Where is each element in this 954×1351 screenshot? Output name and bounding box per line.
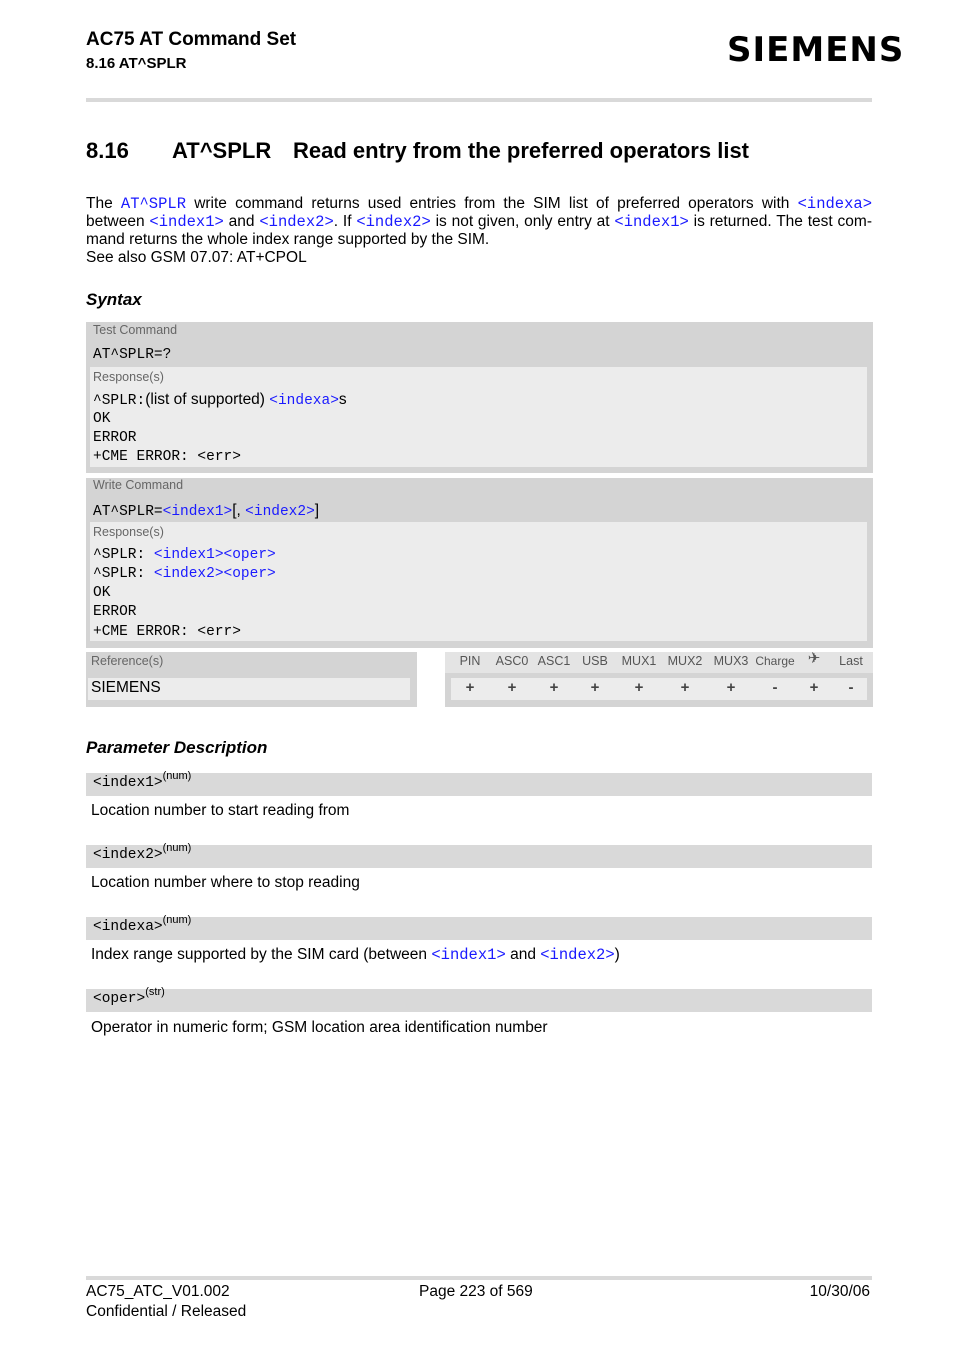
test-response-ok: OK — [93, 411, 111, 427]
val-charge: - — [772, 679, 778, 696]
indexa-link[interactable]: <indexa> — [269, 393, 339, 409]
header-divider — [86, 98, 872, 102]
write-response-error: ERROR — [93, 604, 137, 620]
write-command-label: Write Command — [93, 478, 184, 492]
val-mux3: + — [726, 679, 736, 696]
param-indexa-bar — [86, 914, 872, 940]
val-pin: + — [465, 679, 475, 696]
test-response-cme: +CME ERROR: <err> — [93, 449, 241, 465]
write-response-ok: OK — [93, 585, 111, 601]
index1-link[interactable]: <index1> — [162, 504, 233, 520]
indexa-link[interactable]: <indexa> — [797, 195, 873, 213]
footer-page: Page 223 of 569 — [419, 1283, 533, 1300]
index1-link[interactable]: <index1> — [431, 946, 506, 964]
reference-label: Reference(s) — [91, 654, 164, 668]
index1-oper-link[interactable]: <index1><oper> — [153, 547, 276, 563]
val-mux1: + — [634, 679, 644, 696]
col-last: Last — [839, 654, 863, 668]
val-last: - — [848, 679, 854, 696]
val-usb: + — [590, 679, 600, 696]
param-index2-bar — [86, 842, 872, 868]
index2-link[interactable]: <index2> — [245, 504, 315, 520]
test-command: AT^SPLR=? — [93, 347, 172, 363]
param-index1-name: <index1>$^{(num)}$ — [93, 770, 192, 791]
test-command-label: Test Command — [93, 323, 178, 337]
section-reference: 8.16 AT^SPLR — [86, 55, 187, 72]
val-airplane: + — [809, 679, 819, 696]
index2-link[interactable]: <index2> — [356, 213, 431, 231]
footer-status: Confidential / Released — [86, 1303, 247, 1320]
index2-link[interactable]: <index2> — [259, 213, 334, 231]
section-title: Read entry from the preferred operators list — [293, 138, 750, 163]
intro-line-3: mand returns the whole index range supported by the SIM. — [86, 231, 490, 248]
footer-doc-id: AC75_ATC_V01.002 — [86, 1283, 230, 1300]
val-mux2: + — [680, 679, 690, 696]
col-mux3: MUX3 — [713, 654, 749, 668]
val-asc0: + — [507, 679, 517, 696]
section-number: 8.16 — [86, 138, 129, 163]
param-oper-bar — [86, 986, 872, 1012]
write-response-line-2: ^SPLR: <index2><oper> — [93, 566, 276, 582]
param-indexa-name: <indexa>$^{(num)}$ — [93, 914, 192, 935]
index2-oper-link[interactable]: <index2><oper> — [153, 566, 276, 582]
write-response-cme: +CME ERROR: <err> — [93, 624, 241, 640]
test-response-error: ERROR — [93, 430, 137, 446]
col-mux2: MUX2 — [667, 654, 703, 668]
intro-line-1: The AT^SPLR write command returns used entries from the SIM list of preferred operators with <indexa> — [86, 195, 873, 213]
reference-value: SIEMENS — [91, 679, 161, 696]
param-index1-bar — [86, 770, 872, 796]
footer-divider — [86, 1276, 872, 1280]
col-asc1: ASC1 — [537, 654, 571, 668]
col-mux1: MUX1 — [621, 654, 657, 668]
command-link[interactable]: AT^SPLR — [120, 195, 187, 213]
index2-link[interactable]: <index2> — [540, 946, 615, 964]
index1-link[interactable]: <index1> — [614, 213, 689, 231]
test-response-splr: ^SPLR:(list of supported) <indexa>s — [93, 391, 347, 409]
siemens-logo: SIEMENS — [727, 30, 905, 70]
write-response-label: Response(s) — [93, 525, 164, 539]
col-asc0: ASC0 — [495, 654, 529, 668]
param-indexa-desc: Index range supported by the SIM card (between <index1> and <index2>) — [91, 946, 620, 964]
intro-line-2: between <index1> and <index2>. If <index2> is not given, only entry at <index1> is returned. The test com- — [86, 213, 872, 231]
write-response-line-1: ^SPLR: <index1><oper> — [93, 547, 276, 563]
intro-line-4: See also GSM 07.07: AT+CPOL — [86, 249, 307, 266]
footer-date: 10/30/06 — [809, 1283, 870, 1300]
param-oper-desc: Operator in numeric form; GSM location area identification number — [91, 1019, 548, 1036]
section-command: AT^SPLR — [172, 138, 272, 163]
param-index2-desc: Location number where to stop reading — [91, 874, 360, 891]
param-index2-name: <index2>$^{(num)}$ — [93, 842, 192, 863]
param-index1-desc: Location number to start reading from — [91, 802, 350, 819]
col-usb: USB — [582, 654, 608, 668]
index1-link[interactable]: <index1> — [149, 213, 224, 231]
parameter-heading: Parameter Description — [86, 738, 268, 757]
airplane-icon: ✈ — [807, 650, 821, 667]
param-oper-name: <oper>$^{(str)}$ — [93, 986, 165, 1007]
val-asc1: + — [549, 679, 559, 696]
syntax-heading: Syntax — [86, 290, 142, 309]
write-command: AT^SPLR=<index1>[, <index2>] — [93, 502, 320, 520]
test-response-label: Response(s) — [93, 370, 164, 384]
col-charge: Charge — [755, 654, 795, 668]
col-pin: PIN — [459, 654, 481, 668]
document-title: AC75 AT Command Set — [86, 29, 297, 50]
